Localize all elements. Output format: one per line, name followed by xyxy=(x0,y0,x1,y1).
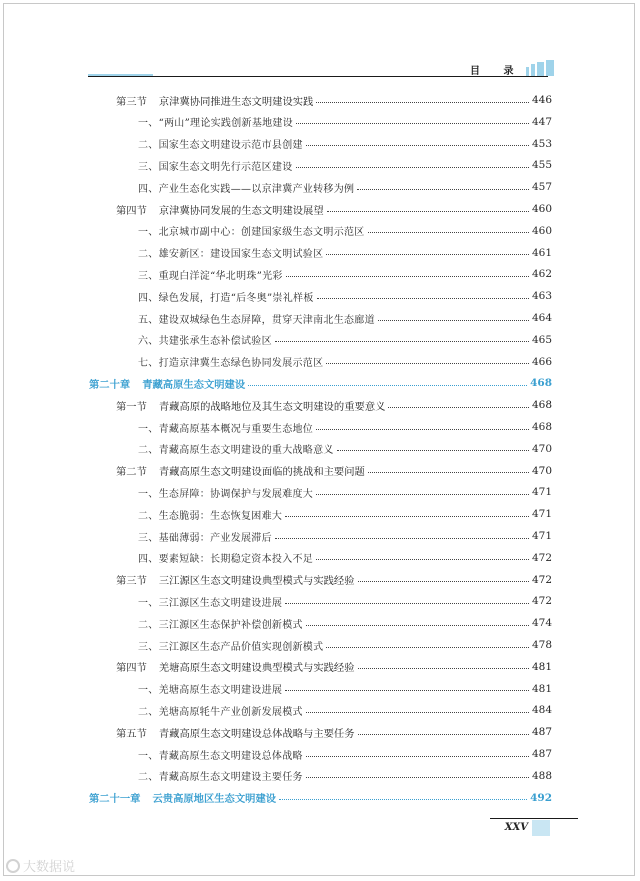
toc-leader xyxy=(285,690,529,691)
toc-label xyxy=(116,93,313,108)
footer-rule xyxy=(490,818,578,819)
toc-leader xyxy=(306,777,529,778)
toc-label xyxy=(116,703,303,718)
toc-leader xyxy=(248,385,527,386)
toc-leader xyxy=(306,712,529,713)
toc-page-number: 468 xyxy=(531,421,552,433)
toc-title: 一、青藏高原生态文明建设总体战略 xyxy=(138,750,303,762)
toc-item[interactable] xyxy=(116,286,552,306)
toc-label xyxy=(116,441,334,456)
toc-title: 三、三江源区生态产品价值实现创新模式 xyxy=(138,641,324,653)
toc-number: 第四节 xyxy=(116,204,147,217)
toc-section[interactable] xyxy=(116,657,552,677)
toc-title: 京津冀协同发展的生态文明建设展望 xyxy=(158,204,324,217)
toc-section[interactable] xyxy=(116,461,552,481)
page-number: XXV xyxy=(504,822,528,833)
toc-page-number: 492 xyxy=(530,791,552,804)
watermark-text: 大数据说 xyxy=(23,860,76,875)
toc-chapter[interactable] xyxy=(89,373,552,393)
toc-title: 三江源区生态文明建设典型模式与实践经验 xyxy=(158,575,355,588)
toc-number: 第二十章 xyxy=(89,378,131,391)
toc-label xyxy=(116,289,314,304)
toc-page-number: 453 xyxy=(531,137,552,150)
toc-leader xyxy=(357,189,529,190)
toc-page-number: 460 xyxy=(531,203,552,215)
toc-page-number: 471 xyxy=(531,530,552,542)
toc-number: 第一节 xyxy=(116,400,147,413)
toc-title: 四、绿色发展，打造“后冬奥”崇礼样板 xyxy=(138,292,314,304)
toc-leader xyxy=(306,625,529,626)
toc-page-number: 472 xyxy=(531,573,552,586)
toc-number: 第四节 xyxy=(116,662,147,675)
toc-leader xyxy=(296,123,529,124)
toc-label xyxy=(116,659,355,674)
toc-leader xyxy=(368,472,529,473)
toc-label xyxy=(116,332,272,347)
toc-title: 五、建设双城绿色生态屏障，贯穿天津南北生态廊道 xyxy=(138,314,375,326)
toc-leader xyxy=(327,211,529,212)
toc-leader xyxy=(388,407,529,408)
toc-item[interactable] xyxy=(116,526,552,546)
toc-label xyxy=(89,376,245,391)
toc-leader xyxy=(368,232,529,233)
toc-section[interactable] xyxy=(116,199,552,219)
toc-title: 一、青藏高原基本概况与重要生态地位 xyxy=(138,423,314,435)
toc-number: 第二节 xyxy=(116,466,147,479)
toc-label xyxy=(116,245,323,260)
toc-page-number: 457 xyxy=(531,181,552,194)
toc-item[interactable] xyxy=(116,504,552,524)
toc-section[interactable] xyxy=(116,90,552,110)
toc-leader xyxy=(316,559,529,560)
toc-leader xyxy=(306,756,529,757)
toc-number: 第三节 xyxy=(116,575,147,588)
toc-leader xyxy=(358,581,529,582)
toc-title: 二、雄安新区：建设国家生态文明试验区 xyxy=(138,249,324,261)
toc-page-number: 472 xyxy=(531,551,552,564)
toc-label xyxy=(116,594,282,609)
toc-number: 第二十一章 xyxy=(89,793,141,806)
toc-leader xyxy=(275,341,529,342)
toc-page-number: 488 xyxy=(531,769,552,782)
toc-label xyxy=(116,223,365,238)
toc-leader xyxy=(286,276,529,277)
toc-leader xyxy=(317,298,529,299)
toc-page-number: 474 xyxy=(531,617,552,630)
toc-label xyxy=(116,311,375,326)
toc-title: 二、国家生态文明建设示范市县创建 xyxy=(138,140,303,152)
toc-label xyxy=(116,529,272,544)
toc-page-number: 461 xyxy=(531,246,552,259)
toc-page-number: 460 xyxy=(531,224,552,237)
toc-label xyxy=(116,616,303,631)
toc-item[interactable] xyxy=(116,482,552,502)
toc-item[interactable] xyxy=(116,635,552,655)
toc-leader xyxy=(296,167,529,168)
toc-page-number: 463 xyxy=(531,290,552,303)
toc-label xyxy=(116,572,355,587)
toc-leader xyxy=(279,799,527,800)
toc-leader xyxy=(316,102,529,103)
toc-chapter[interactable] xyxy=(89,788,552,808)
toc-label xyxy=(116,463,365,478)
watermark-logo-icon xyxy=(6,859,20,873)
toc-label xyxy=(116,725,355,740)
toc-page-number: 487 xyxy=(531,726,552,739)
toc-item[interactable] xyxy=(116,417,552,437)
toc-title: 二、青藏高原生态文明建设主要任务 xyxy=(138,772,303,784)
toc-page-number: 464 xyxy=(531,312,552,324)
toc-leader xyxy=(378,320,529,321)
toc-item[interactable] xyxy=(116,679,552,699)
toc-item[interactable] xyxy=(116,352,552,372)
toc-item[interactable] xyxy=(116,264,552,284)
toc-page-number: 481 xyxy=(531,660,552,673)
toc-item[interactable] xyxy=(116,221,552,241)
toc-label xyxy=(116,507,282,522)
toc-leader xyxy=(316,494,529,495)
toc-label xyxy=(116,180,354,195)
toc-item[interactable] xyxy=(116,308,552,328)
toc-item[interactable] xyxy=(116,134,552,154)
toc-number: 第五节 xyxy=(116,727,147,740)
toc-title: 四、产业生态化实践——以京津冀产业转移为例 xyxy=(138,183,355,195)
toc-title: 二、三江源区生态保护补偿创新模式 xyxy=(138,619,303,631)
toc-title: 青藏高原生态文明建设 xyxy=(142,378,246,391)
toc-label xyxy=(116,747,303,762)
toc-title: 青藏高原的战略地位及其生态文明建设的重要意义 xyxy=(158,400,386,413)
toc-section[interactable] xyxy=(116,570,552,590)
toc-leader xyxy=(285,603,529,604)
toc-title: 二、生态脆弱：生态恢复困难大 xyxy=(138,510,283,522)
toc-item[interactable] xyxy=(116,243,552,263)
toc-title: 二、羌塘高原牦牛产业创新发展模式 xyxy=(138,706,303,718)
toc-title: 一、“两山”理论实践创新基地建设 xyxy=(138,118,294,130)
toc-page-number: 471 xyxy=(531,508,552,521)
toc-item[interactable] xyxy=(116,330,552,350)
toc-number: 第三节 xyxy=(116,95,147,108)
toc-page-number: 487 xyxy=(531,748,552,760)
toc-title: 一、羌塘高原生态文明建设进展 xyxy=(138,685,283,697)
toc-title: 云贵高原地区生态文明建设 xyxy=(152,793,277,806)
toc-page-number: 466 xyxy=(531,355,552,368)
toc-leader xyxy=(358,668,529,669)
toc-leader xyxy=(275,538,529,539)
toc-label xyxy=(116,354,323,369)
toc-item[interactable] xyxy=(116,591,552,611)
toc-page-number: 455 xyxy=(531,159,552,172)
toc-item[interactable] xyxy=(116,155,552,175)
toc-item[interactable] xyxy=(116,766,552,786)
toc-page-number: 484 xyxy=(531,704,552,717)
toc-leader xyxy=(306,145,529,146)
toc-leader xyxy=(326,363,529,364)
watermark xyxy=(6,856,75,875)
toc-title: 京津冀协同推进生态文明建设实践 xyxy=(158,95,314,108)
header-title: 目 录 xyxy=(470,66,524,77)
toc-label xyxy=(116,638,323,653)
toc-item[interactable] xyxy=(116,613,552,633)
toc-title: 三、重现白洋淀“华北明珠”光彩 xyxy=(138,270,283,282)
toc-leader xyxy=(285,516,529,517)
toc-leader xyxy=(316,429,529,430)
toc-leader xyxy=(337,450,529,451)
toc-label xyxy=(89,790,276,805)
toc-item[interactable] xyxy=(116,177,552,197)
toc-title: 一、北京城市副中心：创建国家级生态文明示范区 xyxy=(138,227,365,239)
toc-section[interactable] xyxy=(116,395,552,415)
toc-label xyxy=(116,768,303,783)
toc-title: 青藏高原生态文明建设总体战略与主要任务 xyxy=(158,727,355,740)
toc-page-number: 470 xyxy=(531,442,552,455)
toc-title: 四、要素短缺：长期稳定资本投入不足 xyxy=(138,554,314,566)
toc-leader xyxy=(326,254,529,255)
toc-page-number: 470 xyxy=(531,464,552,477)
toc-page-number: 468 xyxy=(530,377,552,390)
toc-title: 青藏高原生态文明建设面临的挑战和主要问题 xyxy=(158,466,365,479)
toc-title: 二、青藏高原生态文明建设的重大战略意义 xyxy=(138,445,334,457)
toc-page-number: 468 xyxy=(531,399,552,412)
toc-label xyxy=(116,485,313,500)
toc-title: 一、三江源区生态文明建设进展 xyxy=(138,597,283,609)
toc-label xyxy=(116,398,385,413)
toc-page-number: 481 xyxy=(531,682,552,695)
toc-label xyxy=(116,681,282,696)
toc-title: 三、基础薄弱：产业发展滞后 xyxy=(138,532,272,544)
toc-item[interactable] xyxy=(116,700,552,720)
toc-label xyxy=(116,158,293,173)
toc-section[interactable] xyxy=(116,722,552,742)
footer-accent-box xyxy=(532,820,550,836)
toc-title: 一、生态屏障：协调保护与发展难度大 xyxy=(138,488,314,500)
toc-page-number: 471 xyxy=(531,486,552,499)
toc-page-number: 465 xyxy=(531,333,552,346)
toc-label xyxy=(116,202,324,217)
toc-item[interactable] xyxy=(116,744,552,764)
toc-page-number: 462 xyxy=(531,268,552,281)
toc-title: 七、打造京津冀生态绿色协同发展示范区 xyxy=(138,358,324,370)
toc-label xyxy=(116,267,283,282)
toc-page-number: 478 xyxy=(531,639,552,651)
toc-item[interactable] xyxy=(116,548,552,568)
toc-page-number: 446 xyxy=(531,94,552,106)
toc-page-number: 447 xyxy=(531,115,552,128)
toc-label xyxy=(116,136,303,151)
toc-item[interactable] xyxy=(116,112,552,132)
toc-page-number: 472 xyxy=(531,595,552,608)
toc-label xyxy=(116,114,293,129)
toc-label xyxy=(116,420,313,435)
toc-title: 三、国家生态文明先行示范区建设 xyxy=(138,161,293,173)
toc-label xyxy=(116,550,313,565)
toc-title: 六、共建张承生态补偿试验区 xyxy=(138,336,272,348)
toc-leader xyxy=(358,734,529,735)
toc-leader xyxy=(326,647,529,648)
toc-item[interactable] xyxy=(116,439,552,459)
toc-title: 羌塘高原生态文明建设典型模式与实践经验 xyxy=(158,662,355,675)
